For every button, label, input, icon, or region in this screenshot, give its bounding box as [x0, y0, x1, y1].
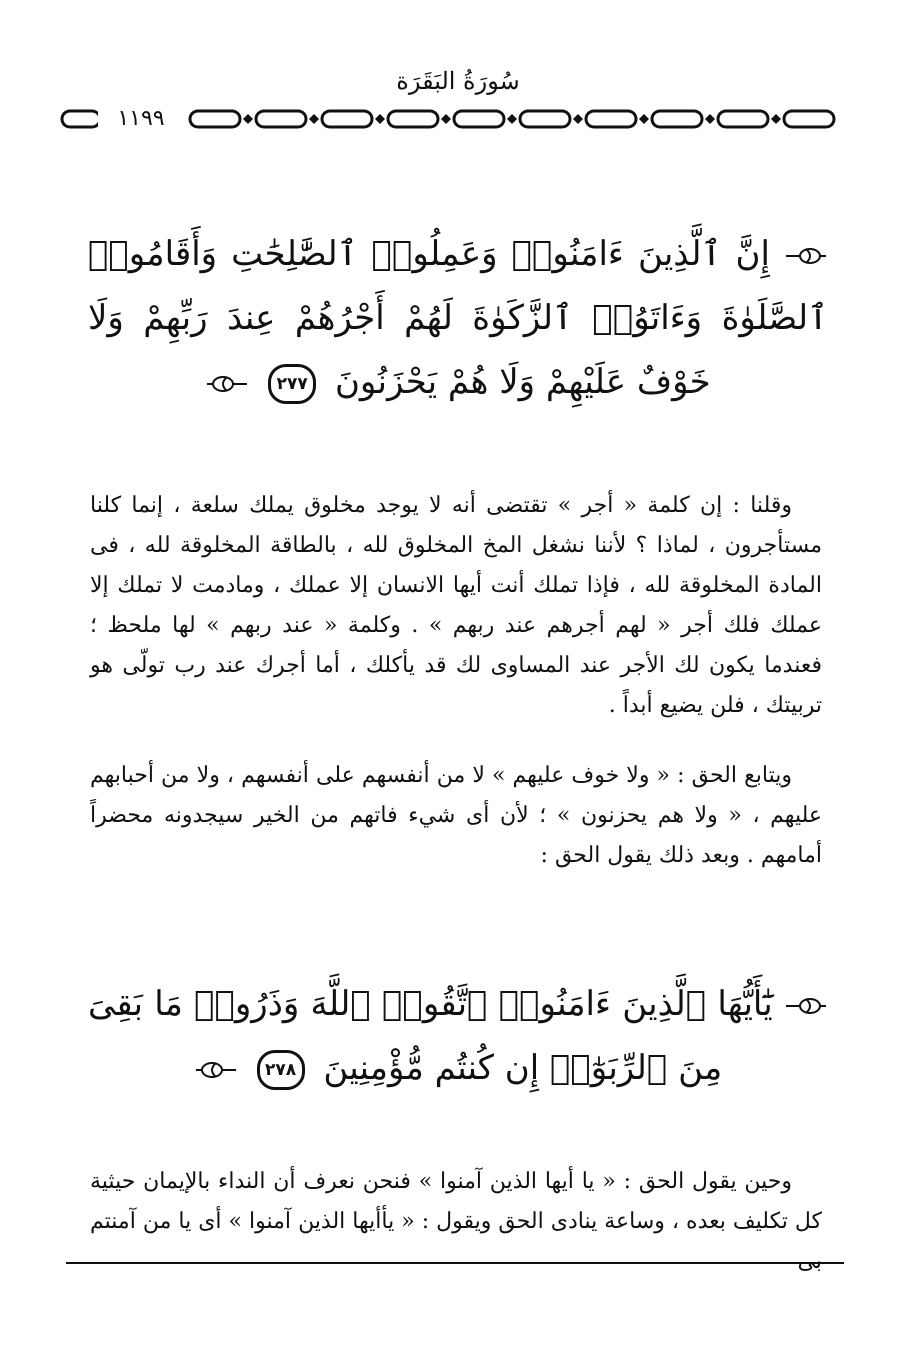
verse-ornament-close-icon — [194, 1059, 238, 1081]
header-ornament-band — [60, 104, 840, 134]
ayah-number-badge: ٢٧٨ — [257, 1050, 305, 1090]
verse-text: يَٰٓأَيُّهَا ٱلَّذِينَ ءَامَنُوا۟ ٱتَّقُوا۟ ٱللَّهَ وَذَرُوا۟ مَا بَقِىَ مِنَ ٱلرِّبَوٰٓا۟ إِن كُنتُم مُّؤْمِنِينَ — [88, 984, 773, 1088]
verse-ornament-open-icon — [784, 245, 828, 267]
surah-title: سُورَةُ البَقَرَة — [396, 67, 520, 95]
ayah-number-badge: ٢٧٧ — [268, 364, 316, 404]
verse-text: إِنَّ ٱلَّذِينَ ءَامَنُوا۟ وَعَمِلُوا۟ ٱلصَّٰلِحَٰتِ وَأَقَامُوا۟ ٱلصَّلَوٰةَ وَءَاتَوُا۟ ٱلزَّكَوٰةَ لَهُمْ أَجْرُهُمْ عِندَ رَبِّهِمْ وَلَا خَوْفٌ عَلَيْهِمْ وَلَا هُمْ يَحْزَنُونَ — [88, 234, 828, 402]
commentary-paragraph: وقلنا : إن كلمة « أجر » تقتضى أنه لا يوجد مخلوق يملك سلعة ، إنما كلنا مستأجرون ، لماذا ؟ لأننا نشغل المخ المخلوق لله ، بالطاقة المخلوقة لله ، فى المادة المخلوقة لله ، فإذا تملك أنت أيها الانسان إلا عملك ، ومادمت لا تملك إلا عملك فلك أجر « لهم أجرهم عند ربهم » . وكلمة « عند ربهم » لها ملحظ ؛ فعندما يكون لك الأجر عند المساوى لك قد يأكلك ، أما أجرك عند رب تولّى هو تربيتك ، فلن يضيع أبداً . — [90, 493, 822, 718]
footer-divider — [66, 1262, 844, 1264]
verse-ornament-close-icon — [205, 373, 249, 395]
commentary-paragraph: وحين يقول الحق : « يا أيها الذين آمنوا » فنحن نعرف أن النداء بالإيمان حيثية كل تكليف بعده ، وساعة ينادى الحق ويقول : « يأأيها الذين آمنوا » أى يا من آمنتم بى — [90, 1169, 822, 1274]
quran-verse-278 — [88, 972, 828, 1100]
quran-verse-277 — [88, 222, 828, 414]
verse-ornament-open-icon — [784, 995, 828, 1017]
commentary-paragraph: ويتابع الحق : « ولا خوف عليهم » لا من أنفسهم على أنفسهم ، ولا من أحبابهم عليهم ، « ولا هم يحزنون » ؛ لأن أى شيء فاتهم من الخير سيجدونه محضراً أمامهم . وبعد ذلك يقول الحق : — [90, 763, 822, 868]
page-number: ١١٩٩ — [98, 104, 184, 134]
